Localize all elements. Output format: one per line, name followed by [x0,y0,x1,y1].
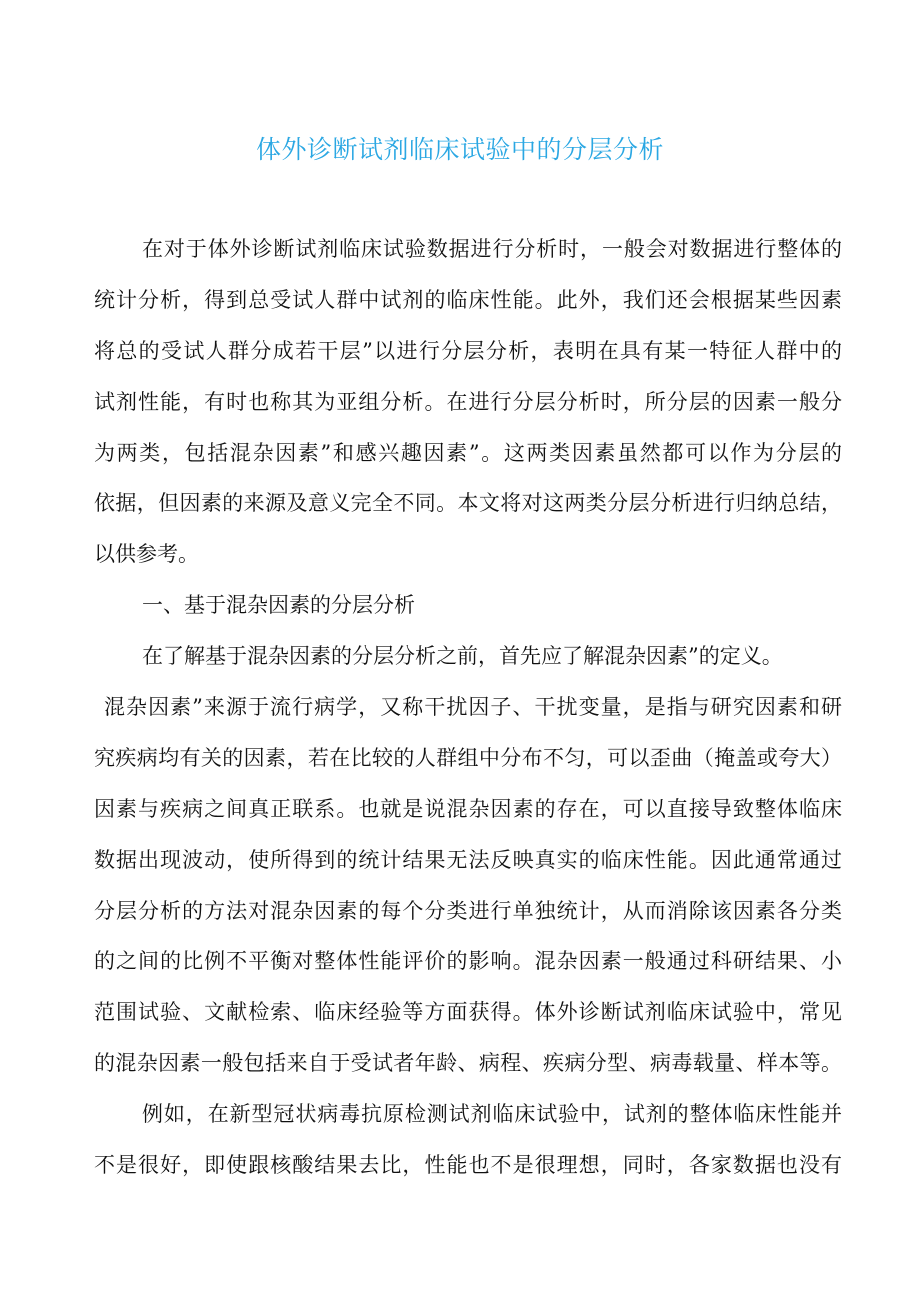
paragraph-line: 混杂因素”来源于流行病学，又称干扰因子、干扰变量，是指与研究因素和研 [104,695,842,720]
paragraph-line: 分层分析的方法对混杂因素的每个分类进行单独统计，从而消除该因素各分类 [94,898,842,923]
document-body [94,232,842,1199]
paragraph-line: 不是很好，即使跟核酸结果去比，性能也不是很理想，同时，各家数据也没有 [94,1153,842,1178]
paragraph-line: 范围试验、文献检索、临床经验等方面获得。体外诊断试剂临床试验中，常见 [94,1000,842,1025]
paragraph-line: 统计分析，得到总受试人群中试剂的临床性能。此外，我们还会根据某些因素 [94,287,842,312]
paragraph-line: 为两类，包括混杂因素”和感兴趣因素”。这两类因素虽然都可以作为分层的 [94,440,842,465]
paragraph-line: 以供参考。 [94,542,199,567]
paragraph-line: 在对于体外诊断试剂临床试验数据进行分析时，一般会对数据进行整体的 [142,237,842,261]
section-heading: 一、基于混杂因素的分层分析 [142,593,415,618]
paragraph-line: 数据出现波动，使所得到的统计结果无法反映真实的临床性能。因此通常通过 [94,847,842,872]
paragraph-line: 依据，但因素的来源及意义完全不同。本文将对这两类分层分析进行归纳总结， [94,491,842,516]
paragraph-line: 例如，在新型冠状病毒抗原检测试剂临床试验中，试剂的整体临床性能并 [142,1102,842,1127]
paragraph-line: 究疾病均有关的因素，若在比较的人群组中分布不匀，可以歪曲（掩盖或夸大） [94,745,842,770]
paragraph-line: 将总的受试人群分成若干层”以进行分层分析，表明在具有某一特征人群中的 [94,338,842,363]
paragraph-line: 试剂性能，有时也称其为亚组分析。在进行分层分析时，所分层的因素一般分 [94,389,842,414]
paragraph-line: 在了解基于混杂因素的分层分析之前，首先应了解混杂因素”的定义。 [142,644,783,669]
document-title: 体外诊断试剂临床试验中的分层分析 [255,135,664,164]
paragraph-line: 的之间的比例不平衡对整体性能评价的影响。混杂因素一般通过科研结果、小 [94,949,842,974]
paragraph-line: 的混杂因素一般包括来自于受试者年龄、病程、疾病分型、病毒载量、样本等。 [94,1051,842,1076]
paragraph-line: 因素与疾病之间真正联系。也就是说混杂因素的存在，可以直接导致整体临床 [94,796,842,821]
